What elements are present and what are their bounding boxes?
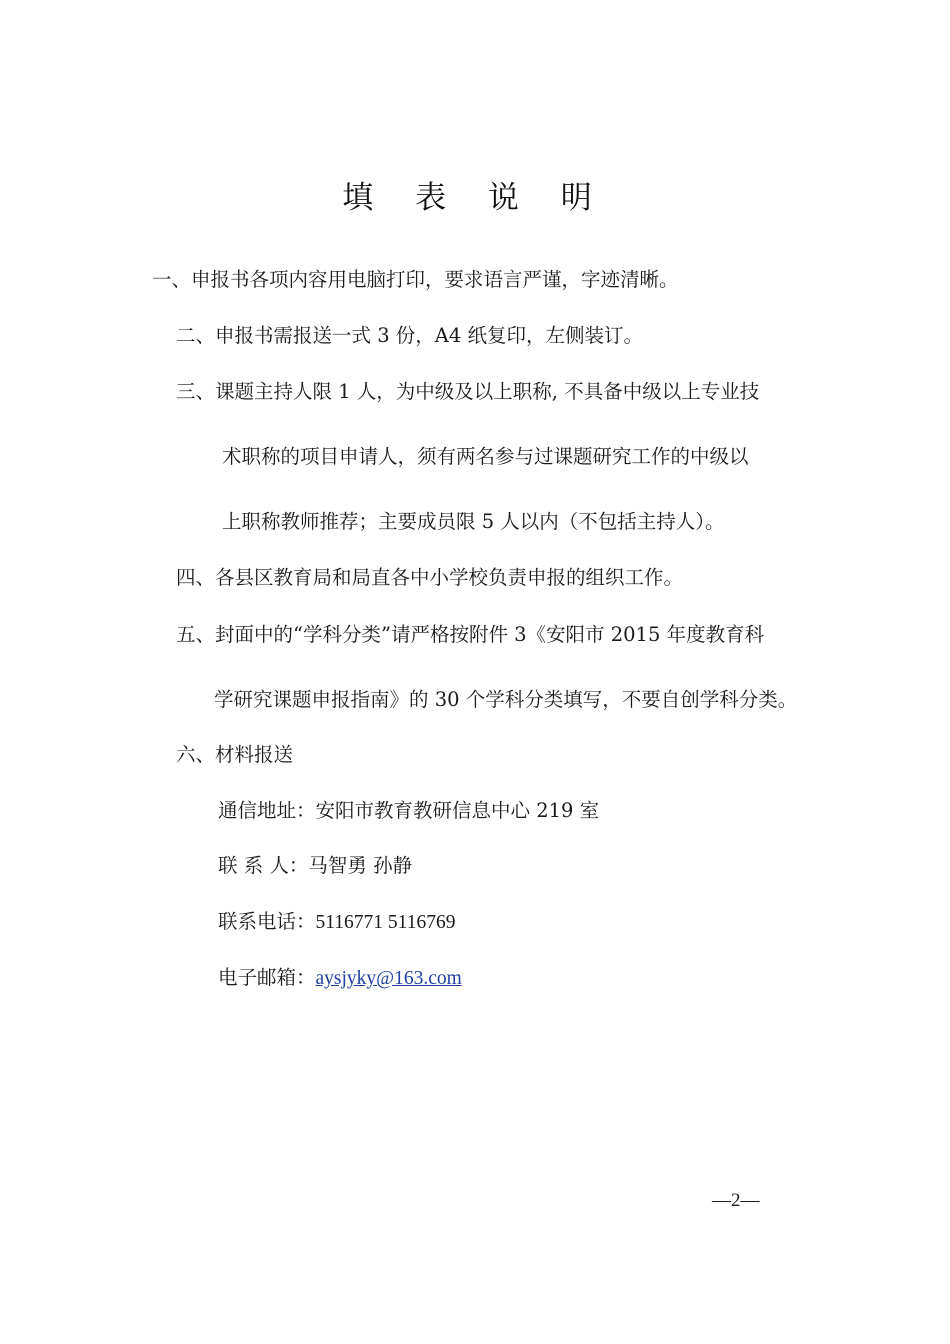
instruction-item-3-line-1: 三、课题主持人限 1 人，为中级及以上职称, 不具备中级以上专业技: [176, 380, 760, 403]
contact-address-label: 通信地址：: [218, 799, 316, 822]
instruction-item-5-line-1: 五、封面中的“学科分类”请严格按附件 3《安阳市 2015 年度教育科: [176, 623, 765, 646]
contact-person-label: 联 系 人：: [218, 854, 309, 877]
instruction-item-4: 四、各县区教育局和局直各中小学校负责申报的组织工作。: [176, 566, 684, 589]
email-link[interactable]: aysjyky@163.com: [315, 968, 462, 989]
instruction-item-3-line-2: 术职称的项目申请人，须有两名参与过课题研究工作的中级以: [222, 445, 749, 468]
instruction-item-2: 二、申报书需报送一式 3 份，A4 纸复印，左侧装订。: [176, 324, 643, 347]
page-number: —2—: [712, 1190, 760, 1211]
contact-person: [218, 852, 412, 880]
contact-person-value: 马智勇 孙静: [308, 854, 413, 877]
contact-email: [218, 964, 462, 993]
instruction-item-1: 一、申报书各项内容用电脑打印，要求语言严谨，字迹清晰。: [152, 268, 679, 291]
contact-address: [218, 797, 599, 825]
instruction-item-3-line-3: 上职称教师推荐；主要成员限 5 人以内（不包括主持人）。: [222, 510, 725, 533]
instruction-item-5-line-2: 学研究课题申报指南》的 30 个学科分类填写，不要自创学科分类。: [214, 688, 798, 711]
contact-email-label: 电子邮箱：: [218, 966, 316, 989]
contact-address-value: 安阳市教育教研信息中心 219 室: [315, 799, 600, 822]
contact-phone-label: 联系电话：: [218, 910, 316, 933]
instruction-item-6: 六、材料报送: [176, 743, 294, 766]
contact-phone: [218, 908, 455, 937]
contact-phone-value: 5116771 5116769: [315, 912, 456, 933]
page-title: 填 表 说 明: [342, 180, 608, 216]
